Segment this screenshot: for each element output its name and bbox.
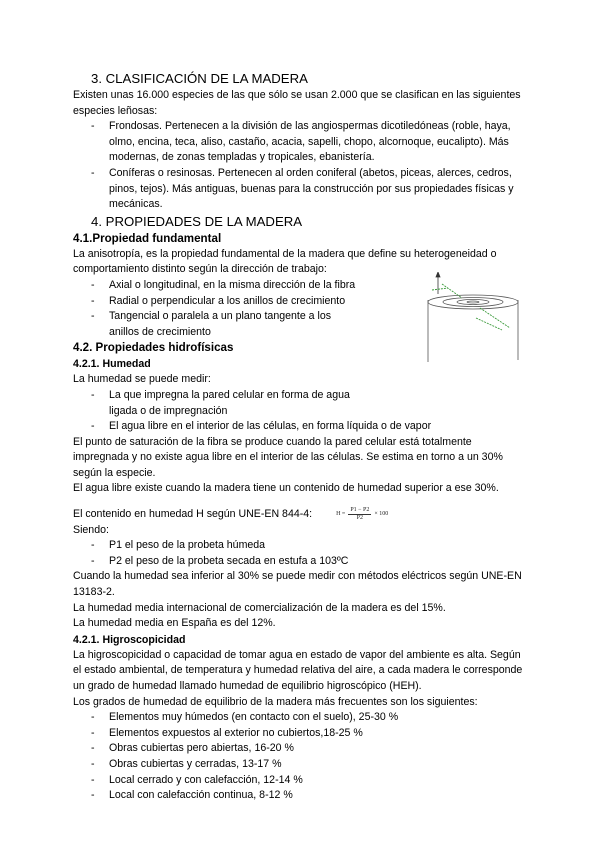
- section-3-title: 3. CLASIFICACIÓN DE LA MADERA: [91, 71, 308, 86]
- formula-numerator: P1 − P2: [350, 507, 370, 514]
- section-4-1-title: 4.1.Propiedad fundamental: [73, 231, 222, 245]
- humidity-list: [73, 388, 528, 435]
- section-hygroscopicity-title: 4.2.1. Higroscopicidad: [73, 633, 186, 646]
- list-item: - P1 el peso de la probeta húmeda: [73, 538, 528, 554]
- tangential-arrow-icon: [476, 308, 510, 330]
- list-item: - El agua libre en el interior de las células, en forma líquida o de vapor: [73, 419, 528, 435]
- section-4-1-text: La anisotropía, es la propiedad fundamental de la madera que define su heterogeneidad o comportamiento distinto según la dirección de trabajo:: [73, 247, 497, 276]
- document-page: [73, 70, 528, 804]
- list-item: - Local con calefacción continua, 8-12 %: [73, 788, 528, 804]
- list-item: - Obras cubiertas y cerradas, 13-17 %: [73, 757, 528, 773]
- section-4-title: 4. PROPIEDADES DE LA MADERA: [91, 213, 303, 229]
- hygroscopicity-text: La higroscopicidad o capacidad de tomar agua en estado de vapor del ambiente es alta. Según el estado ambiental, de temperatura y humedad relativa del aire, a cada madera le corresponde un grado de humedad llamado humedad de equilibrio higroscópico (HEH).: [73, 648, 523, 692]
- section-4-2-title: 4.2. Propiedades hidrofísicas: [73, 341, 234, 355]
- list-item: - Elementos expuestos al exterior no cubiertos,18-25 %: [73, 726, 528, 742]
- hygroscopicity-text-2: Los grados de humedad de equilibrio de la madera más frecuentes son los siguientes:: [73, 695, 478, 708]
- formula-line: [73, 507, 528, 523]
- log-cylinder: [428, 295, 518, 362]
- wood-types-list: [73, 119, 528, 213]
- formula-lhs: H =: [336, 511, 346, 518]
- list-item: - P2 el peso de la probeta secada en estufa a 103ºC: [73, 554, 528, 570]
- list-item: - Local cerrado y con calefacción, 12-14 %: [73, 773, 528, 789]
- axial-arrow-icon: [436, 272, 440, 294]
- list-item: - Frondosas. Pertenecen a la división de las angiospermas dicotiledóneas (roble, haya, olmo, encina, teca, aliso, castaño, acacia, sapelli, chopo, alcornoque, eucalipto). Más modernas, de zonas templadas y tropicales, ebanistería.: [73, 119, 528, 166]
- humidity-intro: La humedad se puede medir:: [73, 373, 211, 386]
- anisotropy-diagram: [418, 272, 528, 364]
- list-item: - La que impregna la pared celular en forma de agua ligada o de impregnación: [73, 388, 359, 419]
- equilibrium-list: [73, 710, 528, 804]
- section-4-2-1-title: 4.2.1. Humedad: [73, 358, 151, 371]
- list-item: - Coníferas o resinosas. Pertenecen al orden coniferal (abetos, piceas, alerces, cedros, pinos, tejos). Más antiguas, buenas para la construcción por sus propiedades físicas y mecánicas.: [73, 166, 528, 213]
- list-item: - Axial o longitudinal, en la misma dirección de la fibra: [73, 278, 359, 294]
- saturation-text: El punto de saturación de la fibra se produce cuando la pared celular está totalmente impregnada y no existe agua libre en el interior de las células. Se estima en torno a un 30% según la especie.: [73, 435, 503, 479]
- free-water-text: El agua libre existe cuando la madera tiene un contenido de humedad superior a ese 30%.: [73, 482, 499, 495]
- list-item: - Elementos muy húmedos (en contacto con el suelo), 25-30 %: [73, 710, 528, 726]
- siendo-label: Siendo:: [73, 523, 109, 536]
- electric-method-text: Cuando la humedad sea inferior al 30% se puede medir con métodos eléctricos según UNE-EN 13183-2.: [73, 570, 522, 599]
- formula-rhs: × 100: [374, 511, 389, 518]
- formula-fraction: [348, 507, 371, 522]
- formula-denominator: P2: [356, 515, 364, 522]
- intl-humidity-text: La humedad media internacional de comercialización de la madera es del 15%.: [73, 601, 446, 614]
- list-item: - Obras cubiertas pero abiertas, 16-20 %: [73, 741, 528, 757]
- list-item: - Radial o perpendicular a los anillos de crecimiento: [73, 294, 359, 310]
- list-item: - Tangencial o paralela a un plano tangente a los anillos de crecimiento: [73, 309, 359, 340]
- spain-humidity-text: La humedad media en España es del 12%.: [73, 617, 276, 630]
- humidity-formula: [336, 507, 388, 522]
- formula-intro: El contenido en humedad H según UNE-EN 844-4:: [73, 508, 313, 521]
- section-3-intro: Existen unas 16.000 especies de las que sólo se usan 2.000 que se clasifican en las siguientes especies leñosas:: [73, 89, 521, 117]
- definitions-list: [73, 538, 528, 569]
